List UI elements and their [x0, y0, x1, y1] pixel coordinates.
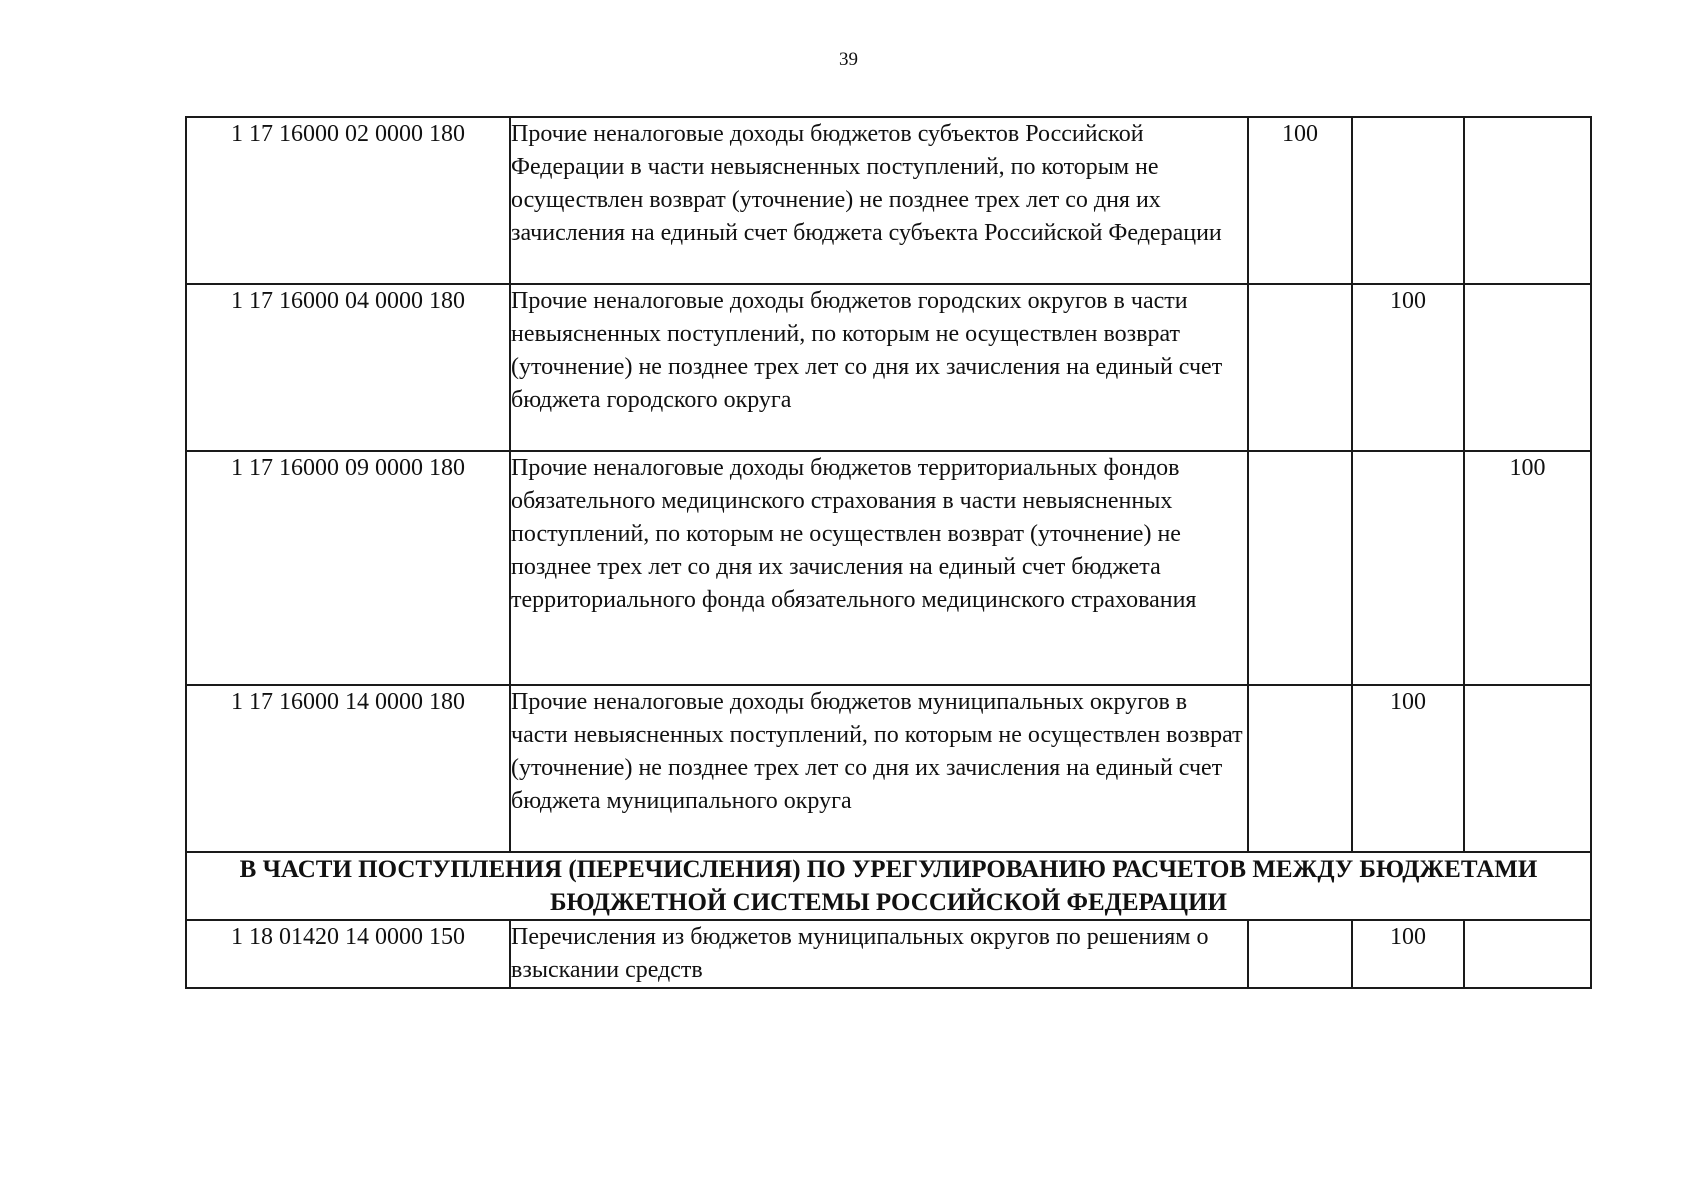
- percent-value-local-budget: 100: [1352, 920, 1464, 988]
- percent-value-fund-budget: 100: [1464, 451, 1591, 685]
- revenue-description: Прочие неналоговые доходы бюджетов городских округов в части невыясненных поступлений, по которым не осуществлен возврат (уточнение) не позднее трех лет со дня их зачисления на единый счет бюджета городского округа: [510, 284, 1248, 451]
- section-heading-row: [186, 852, 1591, 920]
- table-row: [186, 451, 1591, 685]
- table-row: [186, 117, 1591, 284]
- percent-value-subject-budget: [1248, 284, 1352, 451]
- budget-code: 1 17 16000 09 0000 180: [186, 451, 510, 685]
- percent-value-local-budget: 100: [1352, 685, 1464, 852]
- revenue-description: Прочие неналоговые доходы бюджетов субъектов Российской Федерации в части невыясненных поступлений, по которым не осуществлен возврат (уточнение) не позднее трех лет со дня их зачисления на единый счет бюджета субъекта Российской Федерации: [510, 117, 1248, 284]
- budget-code: 1 17 16000 02 0000 180: [186, 117, 510, 284]
- percent-value-local-budget: [1352, 451, 1464, 685]
- table-row: [186, 284, 1591, 451]
- percent-value-local-budget: [1352, 117, 1464, 284]
- percent-value-subject-budget: 100: [1248, 117, 1352, 284]
- budget-code: 1 18 01420 14 0000 150: [186, 920, 510, 988]
- revenue-description: Перечисления из бюджетов муниципальных округов по решениям о взыскании средств: [510, 920, 1248, 988]
- budget-code: 1 17 16000 04 0000 180: [186, 284, 510, 451]
- table-row: [186, 685, 1591, 852]
- percent-value-subject-budget: [1248, 920, 1352, 988]
- percent-value-subject-budget: [1248, 451, 1352, 685]
- revenue-description: Прочие неналоговые доходы бюджетов муниципальных округов в части невыясненных поступлений, по которым не осуществлен возврат (уточнение) не позднее трех лет со дня их зачисления на единый счет бюджета муниципального округа: [510, 685, 1248, 852]
- page-number: 39: [839, 49, 858, 70]
- percent-value-subject-budget: [1248, 685, 1352, 852]
- percent-value-local-budget: 100: [1352, 284, 1464, 451]
- percent-value-fund-budget: [1464, 117, 1591, 284]
- budget-code: 1 17 16000 14 0000 180: [186, 685, 510, 852]
- percent-value-fund-budget: [1464, 920, 1591, 988]
- percent-value-fund-budget: [1464, 284, 1591, 451]
- table-row: [186, 920, 1591, 988]
- section-heading: В ЧАСТИ ПОСТУПЛЕНИЯ (ПЕРЕЧИСЛЕНИЯ) ПО УРЕГУЛИРОВАНИЮ РАСЧЕТОВ МЕЖДУ БЮДЖЕТАМИ БЮДЖЕТНОЙ СИСТЕМЫ РОССИЙСКОЙ ФЕДЕРАЦИИ: [186, 852, 1591, 920]
- budget-revenue-table: [185, 116, 1592, 989]
- revenue-description: Прочие неналоговые доходы бюджетов территориальных фондов обязательного медицинского страхования в части невыясненных поступлений, по которым не осуществлен возврат (уточнение) не позднее трех лет со дня их зачисления на единый счет бюджета территориального фонда обязательного медицинского страхования: [510, 451, 1248, 685]
- percent-value-fund-budget: [1464, 685, 1591, 852]
